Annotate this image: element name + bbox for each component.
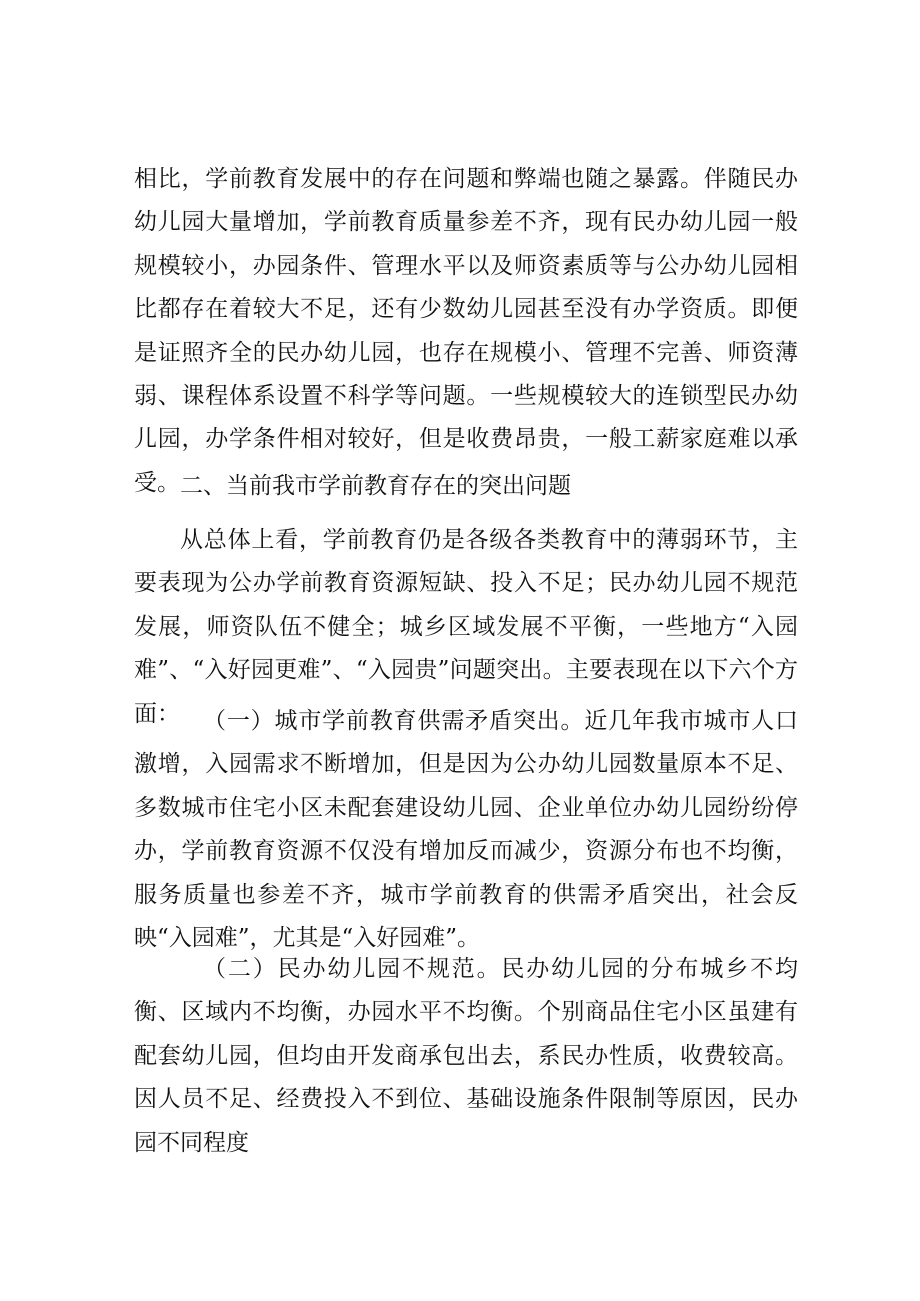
paragraph-continuation: [134, 158, 798, 505]
paragraph-item-2: [134, 948, 798, 1165]
paragraph-text: （二）民办幼儿园不规范。民办幼儿园的分布城乡不均衡、区域内不均衡，办园水平不均衡。个别商品住宅小区虽建有配套幼儿园，但均由开发商承包出去，系民办性质，收费较高。因人员不足、经费投入不到位、基础设施条件限制等原因，民办园不同程度: [134, 956, 798, 1156]
section-heading-text: 二、当前我市学前教育存在的突出问题: [180, 473, 571, 499]
paragraph-item-1: [134, 700, 798, 960]
paragraph-text: （一）城市学前教育供需矛盾突出。近几年我市城市人口激增，入园需求不断增加，但是因为公办幼儿园数量原本不足、多数城市住宅小区未配套建设幼儿园、企业单位办幼儿园纷纷停办，学前教育资源不仅没有增加反而减少，资源分布也不均衡，服务质量也参差不齐，城市学前教育的供需矛盾突出，社会反映“入园难”，尤其是“入好园难”。: [134, 708, 798, 952]
paragraph-text: 相比，学前教育发展中的存在问题和弊端也随之暴露。伴随民办幼儿园大量增加，学前教育质量参差不齐，现有民办幼儿园一般规模较小，办园条件、管理水平以及师资素质等与公办幼儿园相比都存在着较大不足，还有少数幼儿园甚至没有办学资质。即便是证照齐全的民办幼儿园，也存在规模小、管理不完善、师资薄弱、课程体系设置不科学等问题。一些规模较大的连锁型民办幼儿园，办学条件相对较好，但是收费昂贵，一般工薪家庭难以承受。: [134, 166, 798, 496]
section-heading: [134, 465, 798, 508]
paragraph-text: 从总体上看，学前教育仍是各级各类教育中的薄弱环节，主要表现为公办学前教育资源短缺、投入不足；民办幼儿园不规范发展，师资队伍不健全；城乡区域发展不平衡，一些地方“入园难”、“入好园更难”、“入园贵”问题突出。主要表现在以下六个方面：: [134, 527, 798, 727]
